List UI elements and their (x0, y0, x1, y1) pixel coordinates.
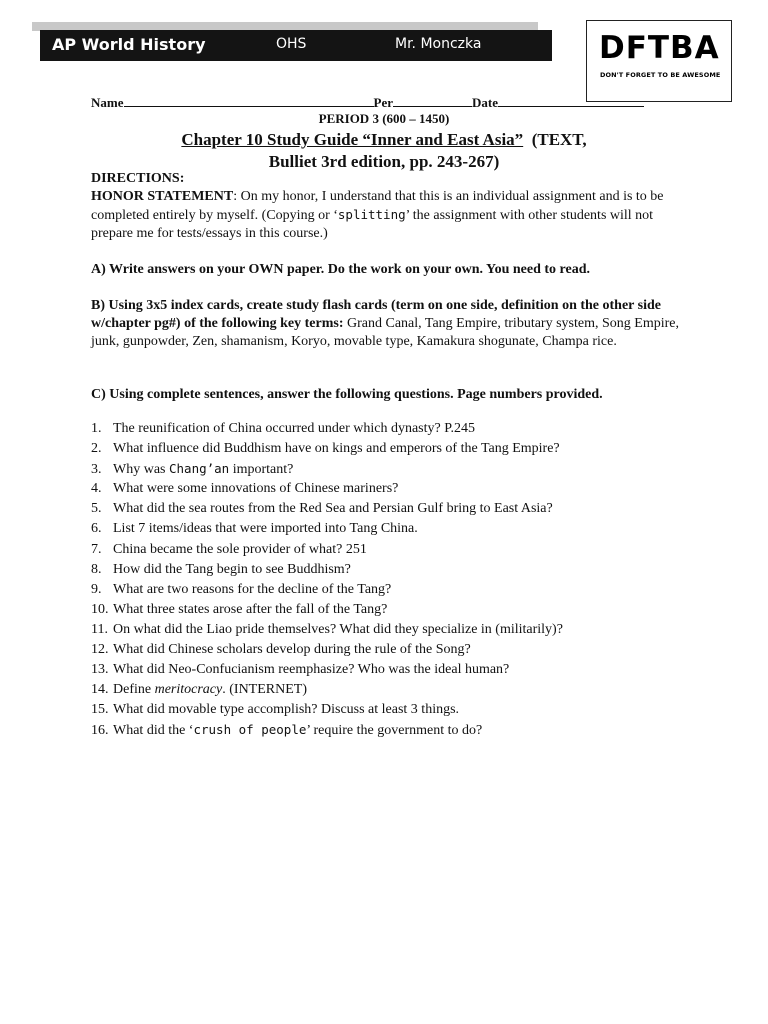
question-item (91, 661, 691, 681)
name-label: Name (91, 95, 124, 110)
question-italic-term: meritocracy (154, 682, 223, 698)
question-item (91, 681, 691, 701)
teacher-name: Mr. Monczka (395, 36, 482, 52)
directions-label: DIRECTIONS: (91, 171, 185, 186)
school-name: OHS (276, 36, 307, 52)
question-item (91, 460, 691, 480)
question-text-pre: What did the ‘ (113, 723, 194, 739)
question-item (91, 520, 691, 540)
title-line-2: Bulliet 3rd edition, pp. 243-267) (268, 152, 500, 171)
question-list (91, 420, 691, 742)
question-number: 2. (91, 441, 102, 457)
question-item (91, 701, 691, 721)
question-number: 11. (91, 621, 108, 637)
question-text: What did Chinese scholars develop during the rule of the Song? (113, 642, 471, 658)
period-heading: PERIOD 3 (600 – 1450) (318, 111, 450, 126)
question-text: How did the Tang begin to see Buddhism? (113, 561, 351, 577)
question-text: What influence did Buddhism have on kings and emperors of the Tang Empire? (113, 441, 560, 457)
section-c: C) Using complete sentences, answer the following questions. Page numbers provided. (91, 387, 603, 402)
question-text: List 7 items/ideas that were imported into Tang China. (113, 521, 418, 537)
question-text (113, 723, 482, 738)
date-label: Date (471, 95, 498, 110)
course-title: AP World History (52, 35, 206, 54)
honor-text-after: ’ the assignment with other students will not prepare me for tests/essays in this course.) (91, 208, 654, 241)
question-number: 7. (91, 541, 102, 557)
per-label: Per (373, 95, 393, 110)
question-text-pre: Why was (113, 462, 169, 478)
question-text: On what did the Liao pride themselves? What did they specialize in (militarily)? (113, 621, 563, 637)
question-mono-term: Chang’an (169, 461, 230, 477)
title-chapter: Chapter 10 Study Guide “Inner and East Asia” (181, 130, 524, 149)
question-number: 14. (91, 682, 109, 698)
question-item (91, 440, 691, 460)
section-b-instructions: B) Using 3x5 index cards, create study flash cards (term on one side, definition on the other side w/chapter pg#) of the following key terms: (91, 298, 661, 331)
header-banner (40, 30, 552, 61)
question-text: What did movable type accomplish? Discuss at least 3 things. (113, 702, 460, 718)
honor-mono-word: splitting (337, 207, 406, 222)
dftba-logo (586, 20, 732, 102)
question-number: 5. (91, 501, 102, 517)
student-info-line (91, 94, 644, 111)
question-number: 9. (91, 581, 102, 597)
question-number: 10. (91, 601, 109, 617)
question-item (91, 541, 691, 561)
question-item (91, 641, 691, 661)
question-number: 12. (91, 642, 109, 658)
question-number: 8. (91, 561, 102, 577)
question-mono-term: crush of people (193, 722, 307, 738)
section-b-terms: Grand Canal, Tang Empire, tributary system, Song Empire, junk, gunpowder, Zen, shamanism, Koryo, movable type, Kamakura shogunate, Champa rice. (91, 316, 679, 349)
question-text: China became the sole provider of what? 251 (113, 541, 367, 557)
question-text: What are two reasons for the decline of the Tang? (113, 581, 392, 597)
question-item (91, 581, 691, 601)
question-text-post: ’ require the government to do? (306, 723, 483, 739)
title-line-1 (0, 129, 768, 151)
honor-statement (91, 188, 691, 243)
page-title (0, 129, 768, 173)
question-number: 3. (91, 462, 102, 478)
title-text-ref: (TEXT, (531, 130, 587, 149)
question-text: What were some innovations of Chinese mariners? (113, 481, 399, 497)
question-item (91, 601, 691, 621)
question-number: 13. (91, 662, 109, 678)
question-text (113, 462, 293, 477)
honor-label: HONOR STATEMENT (91, 189, 234, 204)
question-item (91, 621, 691, 641)
question-item (91, 721, 691, 741)
question-text (113, 682, 307, 697)
question-text: What three states arose after the fall of the Tang? (113, 601, 388, 617)
question-item (91, 480, 691, 500)
question-text-post: . (INTERNET) (222, 682, 308, 698)
date-blank[interactable] (498, 94, 644, 107)
question-number: 1. (91, 421, 102, 436)
question-item (91, 500, 691, 520)
question-item (91, 561, 691, 581)
name-blank[interactable] (124, 94, 374, 107)
question-text: What did the sea routes from the Red Sea and Persian Gulf bring to East Asia? (113, 501, 553, 517)
logo-wordmark: DFTBA (599, 30, 720, 66)
logo-tagline: DON'T FORGET TO BE AWESOME (600, 71, 721, 79)
question-text-pre: Define (113, 682, 155, 698)
question-item (91, 420, 691, 440)
question-text-post: important? (229, 462, 294, 478)
question-number: 16. (91, 723, 109, 739)
question-number: 6. (91, 521, 102, 537)
honor-text-before: : On my honor, I understand that this is an individual assignment and is to be completed entirely by myself. (Copying or ‘ (91, 189, 664, 223)
section-a: A) Write answers on your OWN paper. Do the work on your own. You need to read. (91, 262, 590, 277)
section-b (91, 297, 691, 351)
question-number: 4. (91, 481, 102, 497)
question-number: 15. (91, 702, 109, 718)
question-text: The reunification of China occurred under which dynasty? P.245 (113, 421, 475, 436)
per-blank[interactable] (393, 94, 472, 107)
question-text: What did Neo-Confucianism reemphasize? Who was the ideal human? (113, 662, 510, 678)
